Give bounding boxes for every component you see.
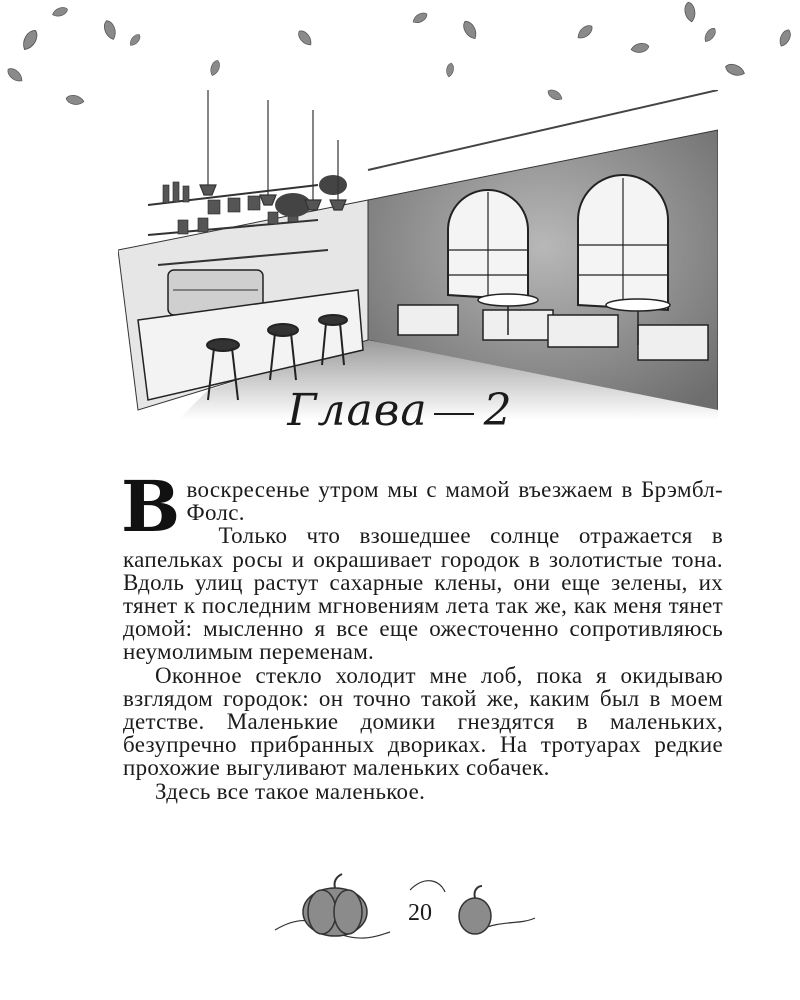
cafe-interior-illustration bbox=[118, 90, 718, 420]
chapter-body-text bbox=[121, 465, 723, 804]
paragraph-4: Здесь все такое маленькое. bbox=[155, 778, 426, 804]
drop-cap: В bbox=[121, 465, 181, 548]
paragraph-2: Только что взошедшее солнце отражается в капельках росы и окрашивает городок в золотистые тона. Вдоль улиц растут сахарные клены, они еще зелены, их тянет к последним мгновениям лета так же, как меня тянет домой: мысленно я все еще ожесточенно сопротивляюсь неумолимым переменам. bbox=[123, 523, 723, 665]
paragraph-3: Оконное стекло холодит мне лоб, пока я окидываю взглядом городок: он точно такой же, каким был в моем детстве. Маленькие домики гнездятся в маленьких, безупречно прибранных двориках. На тротуарах редкие прохожие выгуливают маленьких собачек. bbox=[123, 662, 723, 781]
heading-flourish bbox=[434, 413, 474, 415]
chapter-heading bbox=[0, 385, 800, 436]
paragraph-1 bbox=[121, 465, 723, 548]
page-number: 20 bbox=[408, 900, 432, 926]
chapter-number: 2 bbox=[483, 385, 513, 436]
chapter-heading-word: Глава bbox=[287, 385, 428, 436]
paragraph-1-text: воскресенье утром мы с мамой въезжаем в Брэмбл-Фолс. bbox=[186, 477, 723, 526]
